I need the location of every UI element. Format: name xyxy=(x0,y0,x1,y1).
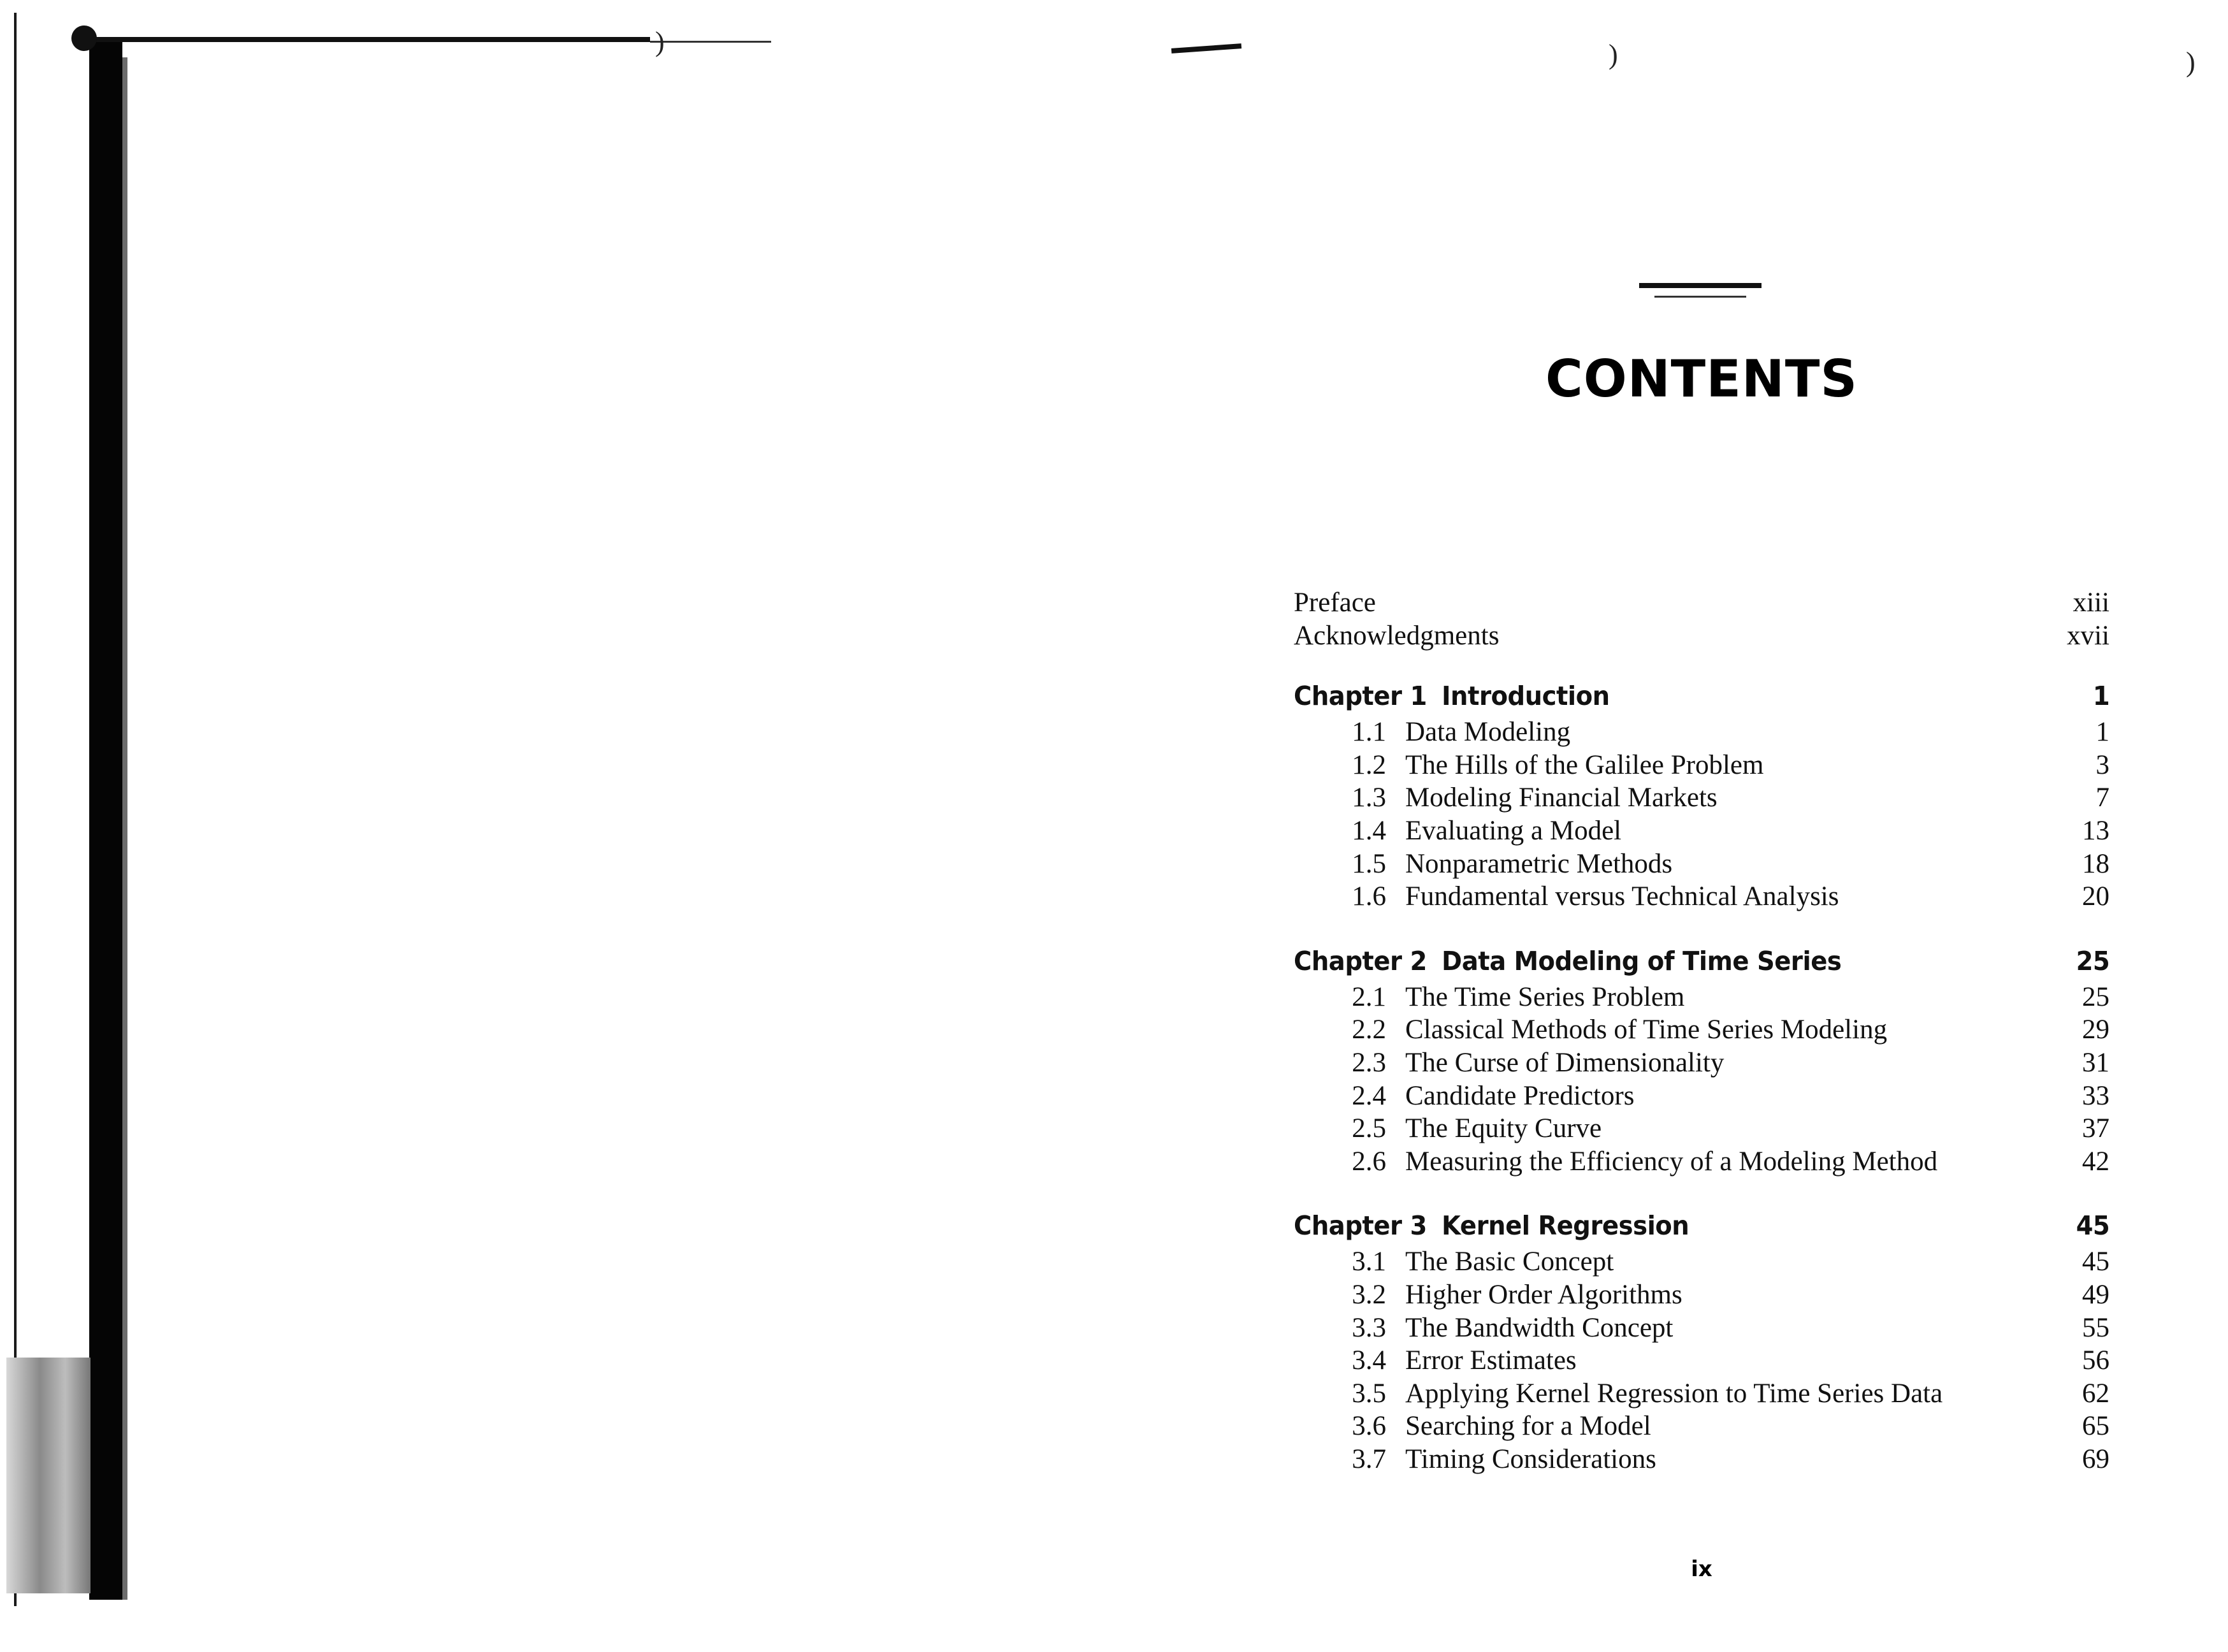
toc-page-number: 1 xyxy=(2095,717,2109,748)
section-number: 1.3 xyxy=(1352,783,1386,813)
scan-top-rule xyxy=(89,37,650,42)
toc-page-number: 45 xyxy=(2076,1210,2110,1242)
toc-section[interactable] xyxy=(1294,1279,2109,1312)
section-title: Classical Methods of Time Series Modeling xyxy=(1405,1015,1888,1045)
section-title: The Bandwidth Concept xyxy=(1405,1312,1674,1343)
section-title: Evaluating a Model xyxy=(1405,815,1622,846)
toc-page-number: 29 xyxy=(2082,1015,2109,1045)
spine-line xyxy=(122,57,127,1600)
section-title: The Hills of the Galilee Problem xyxy=(1405,750,1764,780)
toc-page-number: 33 xyxy=(2082,1080,2109,1111)
page-folio: ix xyxy=(1691,1556,1712,1582)
toc-page-number: 31 xyxy=(2082,1047,2109,1078)
section-number: 2.1 xyxy=(1352,982,1386,1012)
toc-page-number: 7 xyxy=(2095,783,2109,813)
toc-section[interactable] xyxy=(1294,1013,2109,1047)
toc-page-number: 13 xyxy=(2082,815,2109,846)
toc-page-number: 25 xyxy=(2076,945,2110,976)
toc-page-number: 55 xyxy=(2082,1312,2109,1343)
toc-section[interactable] xyxy=(1294,1080,2109,1113)
toc-chapter-1[interactable] xyxy=(1294,676,2109,716)
title-ornament-rule-thin xyxy=(1654,296,1746,298)
toc-entry-acknowledgments[interactable] xyxy=(1294,620,2109,653)
section-title: Measuring the Efficiency of a Modeling Method xyxy=(1405,1146,1938,1177)
chapter-title: Introduction xyxy=(1442,681,1610,712)
chapter-label: Chapter 2 xyxy=(1294,945,1427,976)
toc-page-number: 1 xyxy=(2092,681,2110,712)
toc-page-number: xiii xyxy=(2072,588,2109,618)
scan-paren-mark: ) xyxy=(1609,39,1618,70)
binding-shadow xyxy=(89,38,122,1600)
toc-page-number: 65 xyxy=(2082,1411,2109,1442)
section-number: 2.3 xyxy=(1352,1047,1386,1078)
section-number: 1.6 xyxy=(1352,881,1386,912)
section-number: 3.4 xyxy=(1352,1345,1386,1376)
toc-page-number: 56 xyxy=(2082,1345,2109,1376)
toc-page-number: xvii xyxy=(2067,620,2109,651)
section-number: 3.5 xyxy=(1352,1378,1386,1409)
section-title: Modeling Financial Markets xyxy=(1405,783,1718,813)
section-title: The Curse of Dimensionality xyxy=(1405,1047,1725,1078)
toc-section[interactable] xyxy=(1294,981,2109,1014)
section-title: Fundamental versus Technical Analysis xyxy=(1405,881,1839,912)
toc-section[interactable] xyxy=(1294,1344,2109,1377)
toc-section[interactable] xyxy=(1294,1047,2109,1080)
chapter-label: Chapter 3 xyxy=(1294,1210,1427,1242)
toc-section[interactable] xyxy=(1294,1443,2109,1476)
section-title: Applying Kernel Regression to Time Series Data xyxy=(1405,1378,1943,1409)
section-title: The Time Series Problem xyxy=(1405,982,1685,1012)
chapter-label: Chapter 1 xyxy=(1294,681,1427,712)
scan-top-rule-thin xyxy=(650,41,771,43)
toc-section[interactable] xyxy=(1294,1245,2109,1279)
section-number: 2.4 xyxy=(1352,1080,1386,1111)
toc-page-number: 45 xyxy=(2082,1247,2109,1277)
toc-page-number: 49 xyxy=(2082,1279,2109,1310)
section-number: 1.1 xyxy=(1352,717,1386,748)
section-title: Data Modeling xyxy=(1405,717,1571,748)
toc-page-number: 62 xyxy=(2082,1378,2109,1409)
toc-page-number: 25 xyxy=(2082,982,2109,1012)
section-number: 3.7 xyxy=(1352,1444,1386,1474)
toc-section[interactable] xyxy=(1294,848,2109,881)
section-number: 2.6 xyxy=(1352,1146,1386,1177)
section-title: Timing Considerations xyxy=(1405,1444,1656,1474)
scan-top-dot xyxy=(71,25,97,51)
section-number: 1.4 xyxy=(1352,815,1386,846)
toc-section[interactable] xyxy=(1294,781,2109,815)
section-title: Nonparametric Methods xyxy=(1405,848,1673,879)
page-title: CONTENTS xyxy=(1545,349,1858,409)
toc-page-number: 20 xyxy=(2082,881,2109,912)
scan-paren-mark: ) xyxy=(655,26,665,57)
section-number: 2.2 xyxy=(1352,1015,1386,1045)
toc-page-number: 37 xyxy=(2082,1113,2109,1144)
section-title: Searching for a Model xyxy=(1405,1411,1651,1442)
toc-entry-title: Acknowledgments xyxy=(1294,620,1500,651)
section-title: Higher Order Algorithms xyxy=(1405,1279,1682,1310)
toc-section[interactable] xyxy=(1294,1410,2109,1443)
title-ornament-rule xyxy=(1639,283,1761,288)
section-title: The Basic Concept xyxy=(1405,1247,1614,1277)
section-title: Candidate Predictors xyxy=(1405,1080,1635,1111)
section-number: 3.1 xyxy=(1352,1247,1386,1277)
section-number: 2.5 xyxy=(1352,1113,1386,1144)
section-number: 3.3 xyxy=(1352,1312,1386,1343)
toc-section[interactable] xyxy=(1294,1377,2109,1410)
chapter-title: Kernel Regression xyxy=(1442,1210,1689,1242)
section-title: Error Estimates xyxy=(1405,1345,1577,1376)
binding-shadow-gray xyxy=(6,1358,90,1593)
section-title: The Equity Curve xyxy=(1405,1113,1602,1144)
toc-entry-preface[interactable] xyxy=(1294,586,2109,620)
scan-paren-mark: ) xyxy=(2186,47,2195,78)
toc-entry-title: Preface xyxy=(1294,588,1376,618)
toc-page-number: 3 xyxy=(2095,750,2109,780)
section-number: 1.2 xyxy=(1352,750,1386,780)
scan-top-mark xyxy=(1171,43,1241,54)
toc-section[interactable] xyxy=(1294,880,2109,913)
toc-section[interactable] xyxy=(1294,749,2109,782)
toc-section[interactable] xyxy=(1294,1312,2109,1345)
toc-section[interactable] xyxy=(1294,815,2109,848)
toc-chapter-2[interactable] xyxy=(1294,941,2109,981)
toc-section[interactable] xyxy=(1294,1145,2109,1178)
toc-chapter-3[interactable] xyxy=(1294,1206,2109,1245)
toc-section[interactable] xyxy=(1294,716,2109,749)
toc-page-number: 42 xyxy=(2082,1146,2109,1177)
toc-page-number: 69 xyxy=(2082,1444,2109,1474)
toc-page-number: 18 xyxy=(2082,848,2109,879)
table-of-contents xyxy=(1294,586,2109,1475)
toc-section[interactable] xyxy=(1294,1112,2109,1145)
chapter-title: Data Modeling of Time Series xyxy=(1442,945,1842,976)
section-number: 3.6 xyxy=(1352,1411,1386,1442)
section-number: 3.2 xyxy=(1352,1279,1386,1310)
section-number: 1.5 xyxy=(1352,848,1386,879)
